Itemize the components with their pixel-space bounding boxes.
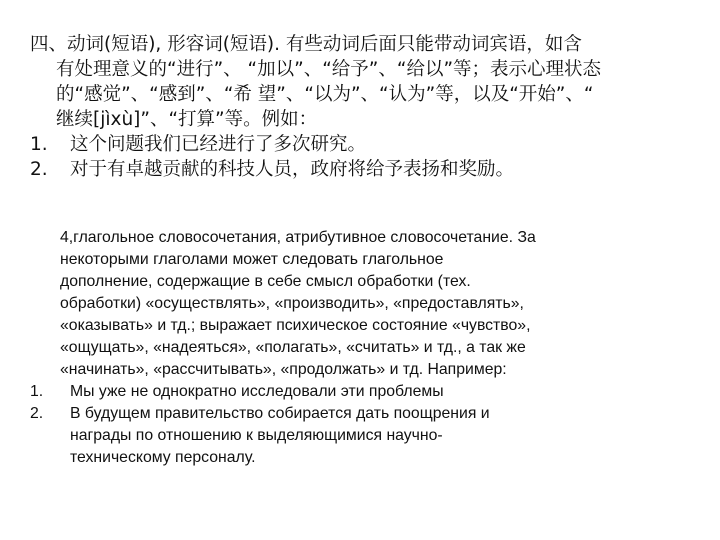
chinese-example-list	[30, 132, 702, 182]
russian-example-list	[30, 381, 690, 469]
russian-intro-line: «ощущать», «надеяться», «полагать», «считать» и тд., а так же	[60, 339, 526, 356]
russian-section	[30, 227, 690, 469]
russian-intro-line: обработки) «осуществлять», «производить», «предоставлять»,	[60, 295, 524, 312]
list-item-text: награды по отношению к выделяющимися научно-	[70, 427, 443, 444]
russian-intro-line: некоторыми глаголами может следовать глагольное	[60, 251, 444, 268]
list-item-text: 这个问题我们已经进行了多次研究。	[70, 134, 367, 155]
chinese-intro-paragraph	[30, 32, 702, 132]
list-item-number: 2.	[30, 405, 44, 422]
list-item-text: 对于有卓越贡献的科技人员，政府将给予表扬和奖励。	[70, 159, 515, 180]
list-item-text: Мы уже не однократно исследовали эти проблемы	[70, 383, 444, 400]
russian-intro-line: «оказывать» и тд.; выражает психическое состояние «чувство»,	[60, 317, 531, 334]
russian-intro-line: «начинать», «рассчитывать», «продолжать» и тд. Например:	[60, 361, 507, 378]
chinese-section	[30, 32, 702, 182]
list-item	[30, 157, 702, 182]
list-item-text: В будущем правительство собирается дать поощрения и	[70, 405, 490, 422]
list-item-number: 2.	[30, 159, 48, 180]
list-item	[30, 132, 702, 157]
chinese-intro-line: 的“感觉”、“感到”、“希 望”、“以为”、“认为”等，以及“开始”、“	[56, 84, 594, 105]
russian-intro-paragraph	[30, 227, 690, 381]
list-item-number: 1.	[30, 134, 48, 155]
chinese-intro-line: 继续[jìxù]”、“打算”等。例如：	[56, 109, 318, 130]
chinese-intro-line: 有处理意义的“进行”、 “加以”、“给予”、“给以”等；表示心理状态	[56, 59, 602, 80]
russian-intro-line: 4,глагольное словосочетания, атрибутивное словосочетание. За	[60, 229, 536, 246]
russian-intro-line: дополнение, содержащие в себе смысл обработки (тех.	[60, 273, 471, 290]
list-item-text: техническому персоналу.	[70, 449, 256, 466]
list-item-number: 1.	[30, 383, 44, 400]
chinese-intro-line: 四、动词(短语), 形容词(短语). 有些动词后面只能带动词宾语，如含	[30, 34, 582, 55]
list-item	[30, 381, 690, 403]
list-item	[30, 403, 690, 469]
